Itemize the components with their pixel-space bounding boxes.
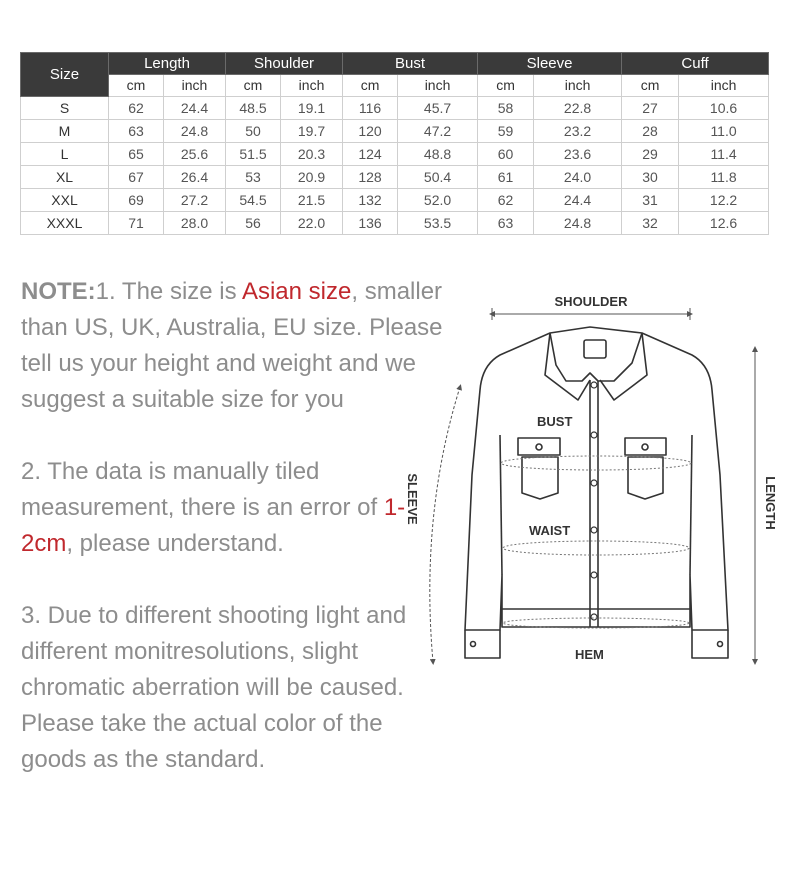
- jacket-outline: [465, 327, 728, 658]
- table-cell: 132: [343, 189, 398, 212]
- table-cell: 63: [109, 120, 164, 143]
- table-cell: 47.2: [398, 120, 478, 143]
- table-cell: 20.3: [281, 143, 343, 166]
- table-cell: 116: [343, 97, 398, 120]
- table-row: [21, 212, 769, 235]
- table-cell: 63: [478, 212, 534, 235]
- group-header: Bust: [343, 53, 478, 75]
- sleeve-label: SLEEVE: [405, 473, 420, 525]
- table-cell: 12.2: [679, 189, 769, 212]
- table-cell: 48.5: [226, 97, 281, 120]
- table-cell: 69: [109, 189, 164, 212]
- table-cell: 26.4: [164, 166, 226, 189]
- table-cell: 11.4: [679, 143, 769, 166]
- table-cell: 61: [478, 166, 534, 189]
- size-cell: XL: [21, 166, 109, 189]
- unit-header: cm: [343, 75, 398, 97]
- table-cell: 24.4: [164, 97, 226, 120]
- placket-buttons: [591, 382, 597, 620]
- size-cell: XXL: [21, 189, 109, 212]
- size-cell: XXXL: [21, 212, 109, 235]
- table-cell: 60: [478, 143, 534, 166]
- table-cell: 62: [109, 97, 164, 120]
- table-cell: 27.2: [164, 189, 226, 212]
- note-1-text-b: , smaller than US, UK, Australia, EU size. Please tell us your height and weight and we suggest a suitable size for you: [21, 278, 443, 413]
- table-cell: 53: [226, 166, 281, 189]
- unit-header: inch: [281, 75, 343, 97]
- table-cell: 22.8: [534, 97, 622, 120]
- table-cell: 53.5: [398, 212, 478, 235]
- size-cell: L: [21, 143, 109, 166]
- table-cell: 11.8: [679, 166, 769, 189]
- table-row: [21, 166, 769, 189]
- length-label: LENGTH: [763, 476, 778, 530]
- jacket-measurement-diagram: [400, 285, 790, 675]
- table-cell: 21.5: [281, 189, 343, 212]
- table-cell: 50.4: [398, 166, 478, 189]
- unit-header: inch: [679, 75, 769, 97]
- table-cell: 59: [478, 120, 534, 143]
- table-cell: 52.0: [398, 189, 478, 212]
- table-cell: 24.0: [534, 166, 622, 189]
- table-cell: 12.6: [679, 212, 769, 235]
- sleeve-measure: [405, 387, 460, 662]
- note-2-text-a: 2. The data is manually tiled measurement, there is an error of: [21, 458, 384, 521]
- table-cell: 29: [622, 143, 679, 166]
- header-row-units: [21, 75, 769, 97]
- notes-section: [21, 274, 451, 814]
- table-cell: 62: [478, 189, 534, 212]
- size-cell: S: [21, 97, 109, 120]
- table-row: [21, 143, 769, 166]
- group-header: Cuff: [622, 53, 769, 75]
- size-chart-table: [20, 52, 769, 235]
- length-measure: [755, 349, 778, 662]
- unit-header: inch: [534, 75, 622, 97]
- unit-header: cm: [109, 75, 164, 97]
- shoulder-label: SHOULDER: [554, 294, 628, 309]
- table-cell: 120: [343, 120, 398, 143]
- table-cell: 19.7: [281, 120, 343, 143]
- table-cell: 23.6: [534, 143, 622, 166]
- unit-header: cm: [226, 75, 281, 97]
- table-cell: 20.9: [281, 166, 343, 189]
- table-cell: 24.8: [534, 212, 622, 235]
- size-column-header: Size: [21, 53, 109, 97]
- table-cell: 124: [343, 143, 398, 166]
- unit-header: inch: [398, 75, 478, 97]
- shoulder-measure: [492, 294, 690, 320]
- unit-header: inch: [164, 75, 226, 97]
- table-cell: 31: [622, 189, 679, 212]
- table-cell: 50: [226, 120, 281, 143]
- table-cell: 25.6: [164, 143, 226, 166]
- table-cell: 67: [109, 166, 164, 189]
- waist-label: WAIST: [529, 523, 571, 538]
- size-cell: M: [21, 120, 109, 143]
- table-cell: 32: [622, 212, 679, 235]
- note-3: 3. Due to different shooting light and different monitresolutions, slight chromatic aberration will be caused. Please take the actual color of the goods as the standard.: [21, 602, 407, 773]
- note-1: [21, 274, 451, 418]
- table-cell: 128: [343, 166, 398, 189]
- table-cell: 11.0: [679, 120, 769, 143]
- table-cell: 22.0: [281, 212, 343, 235]
- table-cell: 23.2: [534, 120, 622, 143]
- table-cell: 27: [622, 97, 679, 120]
- group-header: Shoulder: [226, 53, 343, 75]
- table-cell: 58: [478, 97, 534, 120]
- note-1-text-a: 1. The size is: [95, 278, 242, 305]
- bust-label: BUST: [537, 414, 573, 429]
- hem-label: HEM: [575, 647, 604, 662]
- note-2: [21, 454, 451, 562]
- header-row-groups: [21, 53, 769, 75]
- table-cell: 71: [109, 212, 164, 235]
- table-cell: 54.5: [226, 189, 281, 212]
- table-cell: 28.0: [164, 212, 226, 235]
- table-cell: 30: [622, 166, 679, 189]
- note-2-text-b: , please understand.: [66, 530, 284, 557]
- table-cell: 19.1: [281, 97, 343, 120]
- table-cell: 10.6: [679, 97, 769, 120]
- table-cell: 45.7: [398, 97, 478, 120]
- table-cell: 56: [226, 212, 281, 235]
- note-label: NOTE:: [21, 278, 96, 305]
- unit-header: cm: [622, 75, 679, 97]
- group-header: Length: [109, 53, 226, 75]
- table-cell: 24.8: [164, 120, 226, 143]
- unit-header: cm: [478, 75, 534, 97]
- table-cell: 28: [622, 120, 679, 143]
- table-row: [21, 189, 769, 212]
- table-row: [21, 97, 769, 120]
- table-header: [21, 53, 769, 97]
- table-body: [21, 97, 769, 235]
- table-cell: 136: [343, 212, 398, 235]
- table-cell: 48.8: [398, 143, 478, 166]
- table-cell: 51.5: [226, 143, 281, 166]
- table-row: [21, 120, 769, 143]
- note-1-highlight: Asian size: [241, 278, 352, 305]
- table-cell: 65: [109, 143, 164, 166]
- note-2-highlight: 1-2cm: [21, 494, 406, 557]
- table-cell: 24.4: [534, 189, 622, 212]
- group-header: Sleeve: [478, 53, 622, 75]
